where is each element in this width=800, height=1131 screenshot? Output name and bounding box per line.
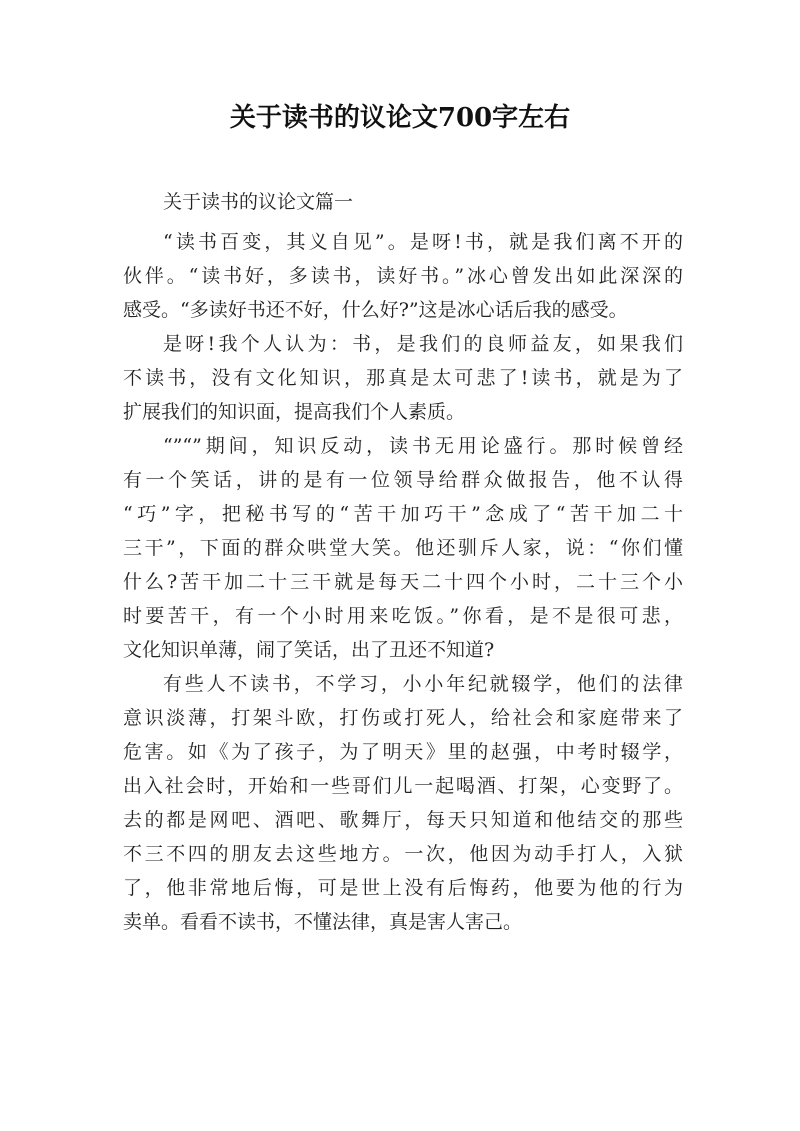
text-line: “读书百变，其义自见”。是呀!书，就是我们离不开的 (163, 231, 683, 253)
text-line: 感受。“多读好书还不好，什么好?”这是冰心话后我的感受。 (123, 299, 628, 321)
text-line: 扩展我们的知识面，提高我们个人素质。 (123, 401, 466, 423)
document-title: 关于读书的议论文700字左右 (229, 103, 571, 133)
text-line: 有些人不读书，不学习，小小年纪就辍学，他们的法律 (163, 673, 683, 695)
text-line: 意识淡薄，打架斗欧，打伤或打死人，给社会和家庭带来了 (123, 707, 683, 729)
section-heading: 关于读书的议论文篇一 (163, 191, 354, 213)
text-line: 不读书，没有文化知识，那真是太可悲了!读书，就是为了 (123, 367, 683, 389)
text-line: 时要苦干，有一个小时用来吃饭。”你看，是不是很可悲， (123, 605, 683, 627)
document-body (123, 225, 683, 939)
text-line: 危害。如《为了孩子，为了明天》里的赵强，中考时辍学， (123, 741, 683, 763)
paragraph-4 (123, 667, 683, 939)
text-line: 卖单。看看不读书，不懂法律，真是害人害己。 (123, 911, 523, 933)
text-line: 文化知识单薄，闹了笑话，出了丑还不知道? (123, 639, 495, 661)
text-line: 伙伴。“读书好，多读书，读好书。”冰心曾发出如此深深的 (123, 265, 683, 287)
text-line: 了，他非常地后悔，可是世上没有后悔药，他要为他的行为 (123, 877, 683, 899)
text-line: “”“”期间，知识反动，读书无用论盛行。那时候曾经 (163, 435, 683, 457)
text-line: 去的都是网吧、酒吧、歌舞厅，每天只知道和他结交的那些 (123, 809, 683, 831)
text-line: 有一个笑话，讲的是有一位领导给群众做报告，他不认得 (123, 469, 683, 491)
paragraph-1 (123, 225, 683, 327)
text-line: 什么?苦干加二十三干就是每天二十四个小时，二十三个小 (123, 571, 683, 593)
text-line: 不三不四的朋友去这些地方。一次，他因为动手打人，入狱 (123, 843, 683, 865)
text-line: 出入社会时，开始和一些哥们儿一起喝酒、打架，心变野了。 (123, 775, 683, 797)
text-line: 三干”，下面的群众哄堂大笑。他还驯斥人家，说：“你们懂 (123, 537, 683, 559)
paragraph-2 (123, 327, 683, 429)
paragraph-3 (123, 429, 683, 667)
text-line: 是呀!我个人认为：书，是我们的良师益友，如果我们 (163, 333, 683, 355)
text-line: “巧”字，把秘书写的“苦干加巧干”念成了“苦干加二十 (123, 503, 683, 525)
